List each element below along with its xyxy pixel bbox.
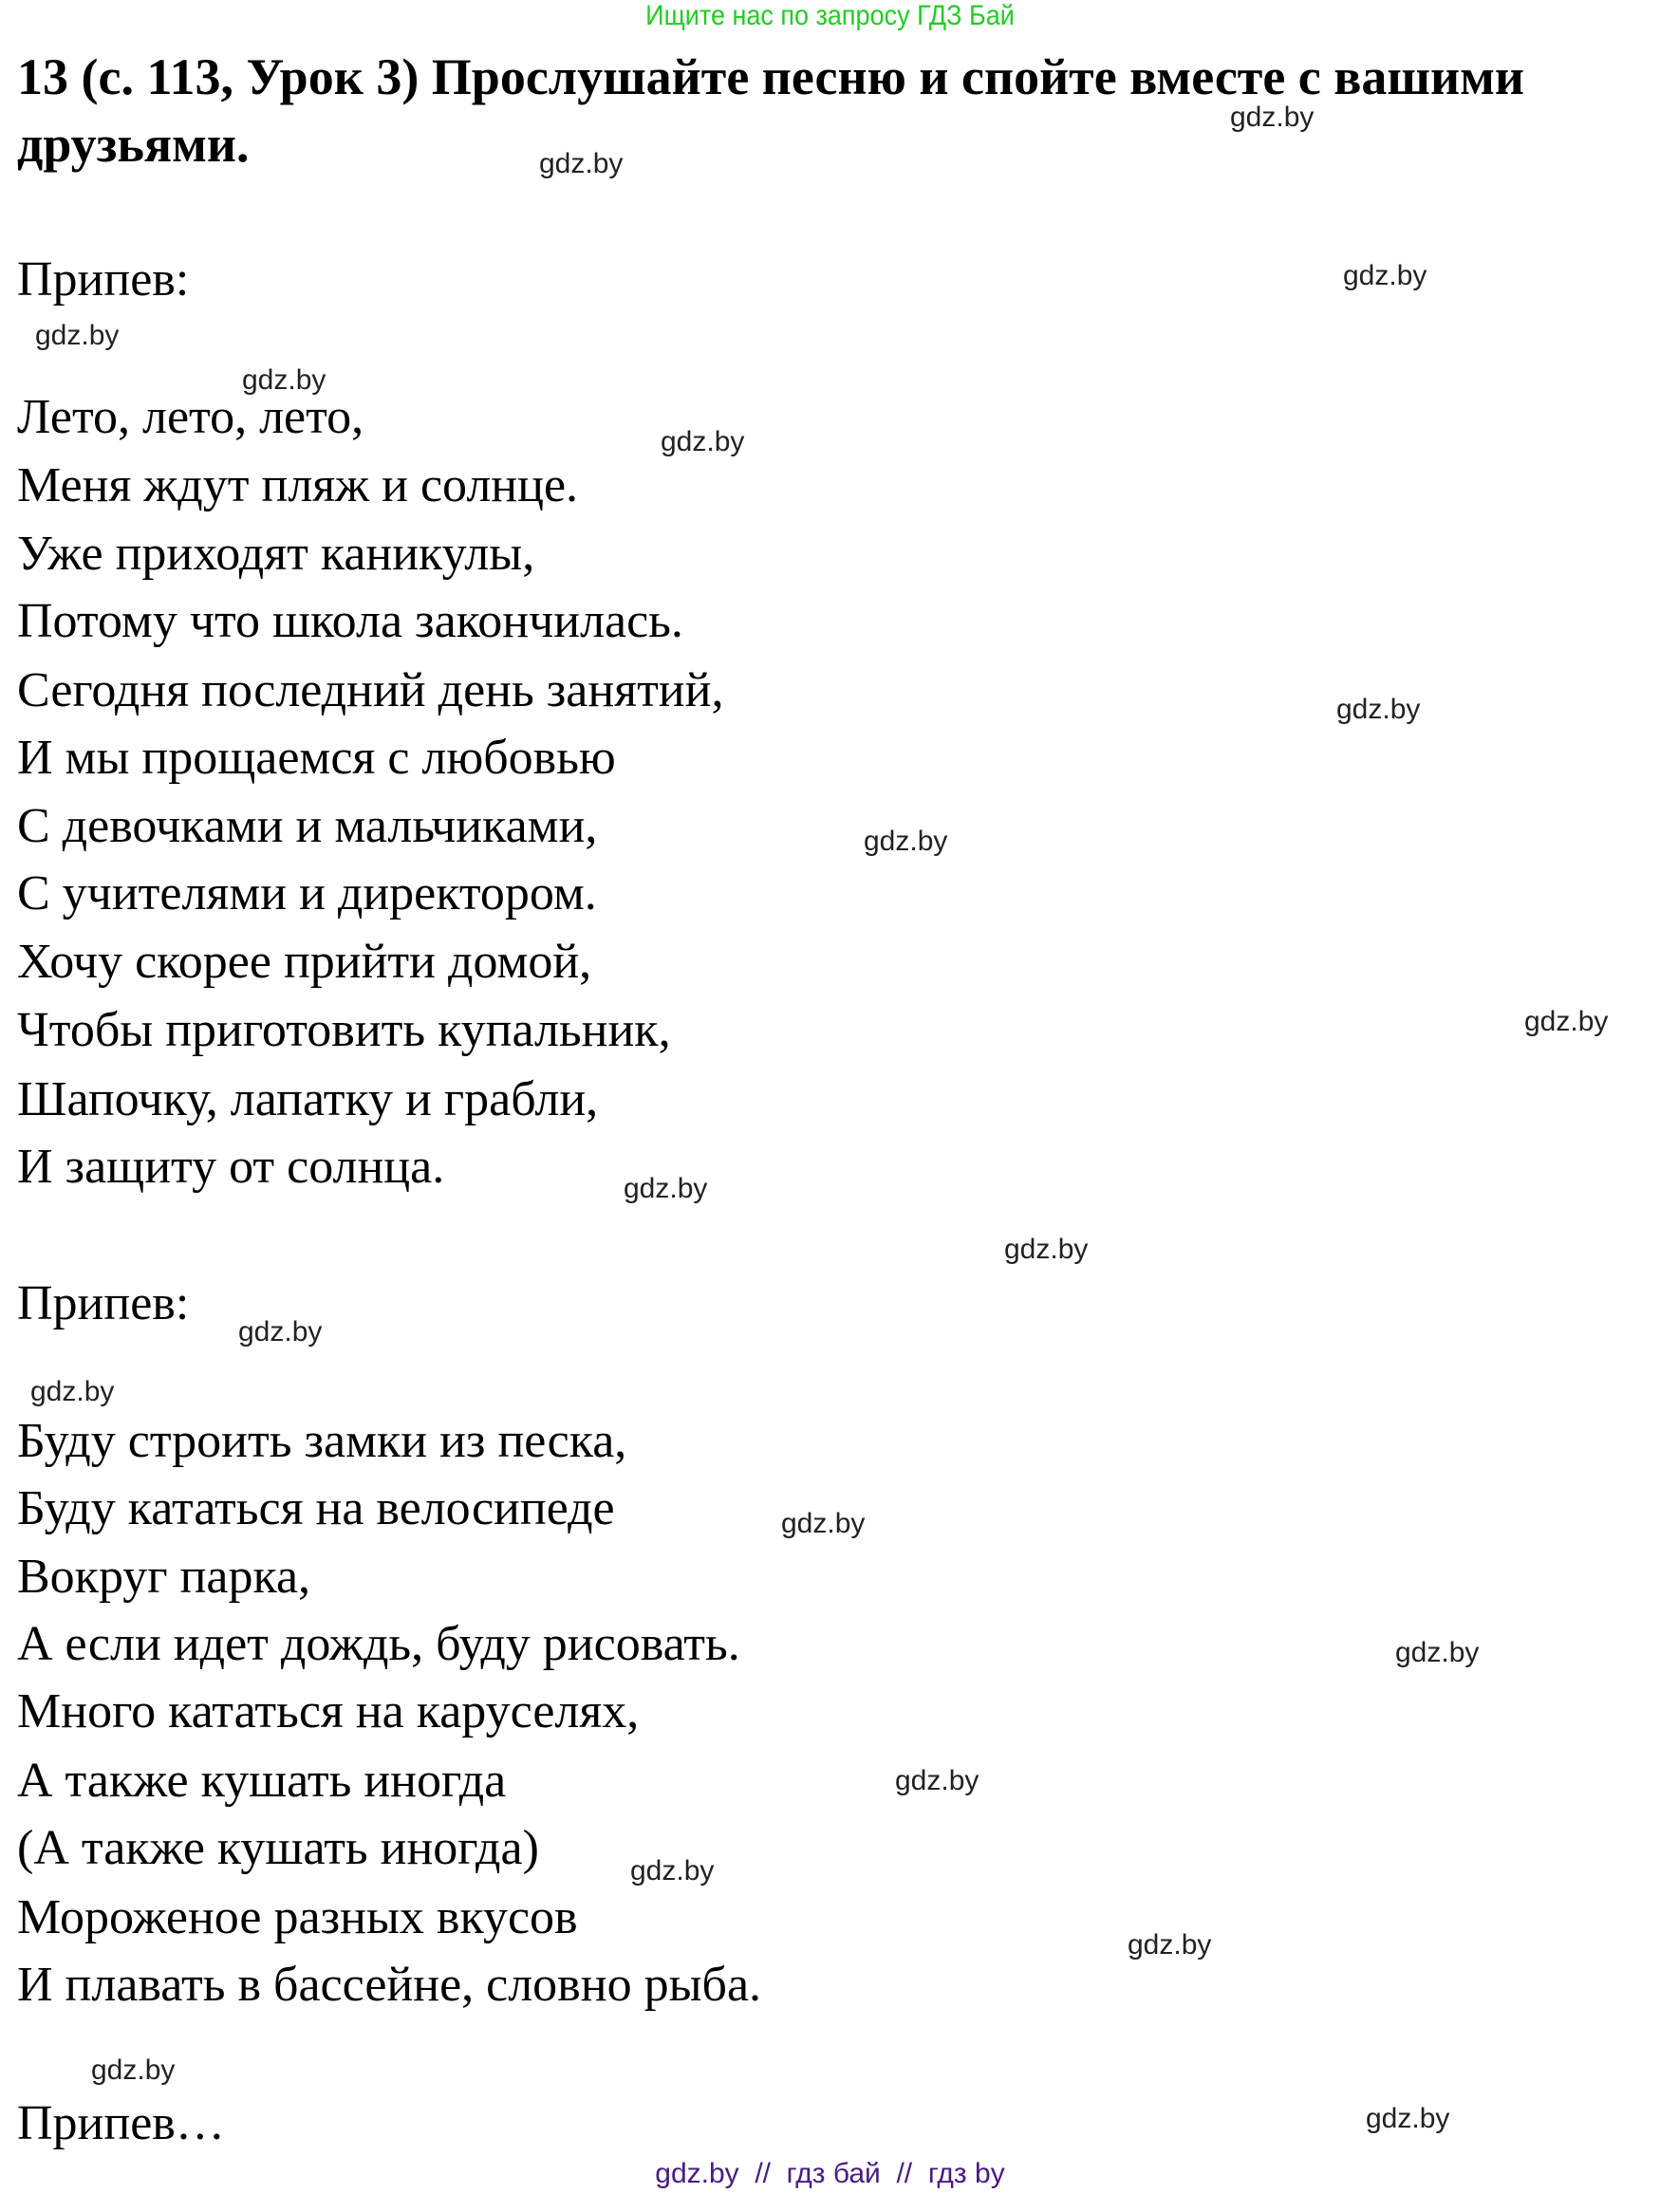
lyric-line: Лето, лето, лето, [17,390,364,444]
exercise-title-line2: друзьями. [17,116,250,173]
lyric-line: Хочу скорее прийти домой, [17,935,592,989]
watermark: gdz.by [624,1173,708,1204]
watermark: gdz.by [539,148,624,179]
lyric-line: Буду строить замки из песка, [17,1414,627,1468]
lyric-line: Мороженое разных вкусов [17,1890,578,1944]
watermark: gdz.by [30,1376,115,1407]
lyric-line: (А также кушать иногда) [17,1821,539,1875]
lyric-line: Чтобы приготовить купальник, [17,1003,671,1057]
watermark: gdz.by [661,426,745,457]
lyric-line: Сегодня последний день занятий, [17,663,724,717]
lyric-line: С учителями и директором. [17,866,597,920]
lyric-line: И мы прощаемся с любовью [17,731,616,785]
lyric-line: С девочками и мальчиками, [17,799,598,853]
watermark: gdz.by [238,1316,323,1348]
lyric-line: Уже приходят каникулы, [17,527,535,581]
watermark: gdz.by [35,320,120,351]
lyric-line: И защиту от солнца. [17,1140,445,1194]
footer-links: gdz.by // гдз бай // гдз by [655,2158,1005,2189]
lyric-line: Шапочку, лапатку и грабли, [17,1072,599,1126]
watermark: gdz.by [1366,2103,1450,2134]
watermark: gdz.by [242,364,326,396]
chorus-label: Припев: [17,252,190,307]
chorus-end: Припев… [17,2096,225,2150]
watermark: gdz.by [1128,1929,1212,1961]
watermark: gdz.by [1343,260,1427,291]
chorus-label: Припев: [17,1276,190,1330]
watermark: gdz.by [630,1855,715,1887]
watermark: gdz.by [1524,1006,1609,1037]
lyric-line: И плавать в бассейне, словно рыба. [17,1958,762,2012]
watermark: gdz.by [91,2054,176,2086]
watermark: gdz.by [1395,1637,1480,1668]
lyric-line: Потому что школа закончилась. [17,594,683,648]
lyric-line: А если идет дождь, буду рисовать. [17,1617,740,1671]
watermark: gdz.by [1336,694,1421,725]
lyric-line: Буду кататься на велосипеде [17,1481,615,1535]
watermark: gdz.by [781,1508,866,1539]
exercise-title-line1: 13 (с. 113, Урок 3) Прослушайте песню и спойте вместе с вашими [17,48,1525,105]
watermark: gdz.by [1004,1234,1089,1265]
lyric-line: Меня ждут пляж и солнце. [17,458,579,512]
watermark: gdz.by [864,826,948,857]
watermark: gdz.by [895,1765,979,1796]
watermark: gdz.by [1230,102,1315,133]
lyric-line: А также кушать иногда [17,1754,507,1808]
search-banner: Ищите нас по запросу ГДЗ Бай [645,0,1015,31]
lyric-line: Много кататься на каруселях, [17,1684,640,1738]
lyric-line: Вокруг парка, [17,1550,311,1604]
